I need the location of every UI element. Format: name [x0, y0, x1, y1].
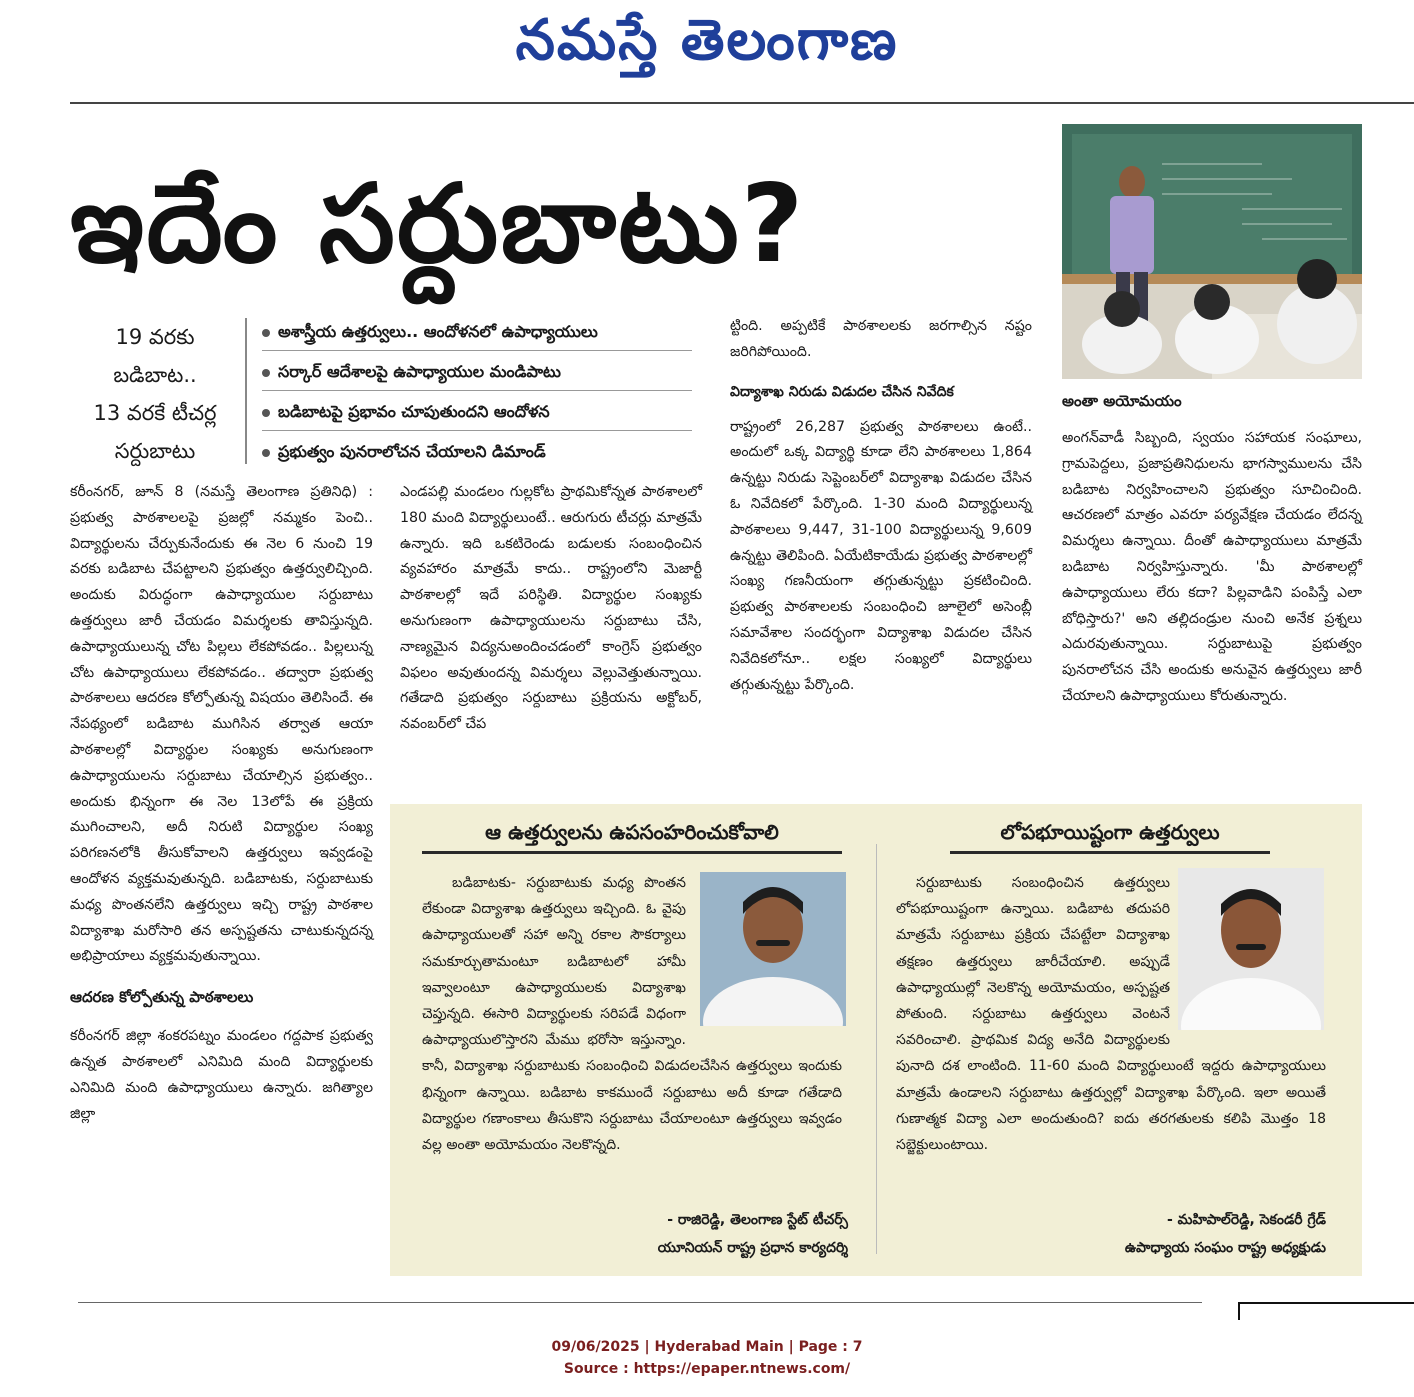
- kicker: [70, 318, 240, 470]
- kicker-line: బడిబాట..: [113, 363, 197, 387]
- opinion-box: [390, 804, 1362, 1276]
- opinion-left-signature: [422, 1206, 848, 1262]
- masthead-logo: నమస్తే తెలంగాణ: [515, 8, 899, 73]
- footer-edition: 09/06/2025 | Hyderabad Main | Page : 7: [551, 1339, 863, 1355]
- signature-name: - రాజిరెడ్డి, తెలంగాణ స్టేట్‌ టీచర్స్‌: [667, 1212, 848, 1228]
- opinion-divider: [876, 844, 877, 1254]
- adjacent-article-edge: [1396, 300, 1414, 1300]
- photo-caption: అంతా అయోమయం: [1062, 392, 1182, 410]
- signature-title: యూనియన్‌ రాష్ట్ర ప్రధాన కార్యదర్శి: [657, 1240, 848, 1256]
- opinion-right-body: సర్దుబాటుకు సంబంధించిన ఉత్తర్వులు లోపభూయిష్టంగా ఉన్నాయి. బడిబాట తదుపరి మాత్రమే సర్దుబాటు ప్రక్రియ చేపట్టేలా విద్యాశాఖ తక్షణం ఉత్తర్వులు జారీచేయాలి. అప్పుడే ఉపాధ్యాయుల్లో నెలకొన్న అయోమయం, అస్పష్టత పోతుంది. సర్దుబాటు ఉత్తర్వులు వెంటనే సవరించాలి. ప్రాథమిక విద్య అనేది విద్యార్థులకు పునాది దశ లాంటింది. 11-60 మంది విద్యార్థులుంటే ఇద్దరు ఉపాధ్యాయులు మాత్రమే ఉండాలని సర్దుబాటు ఉత్తర్వుల్లో విద్యాశాఖ పేర్కొంది. ఇలా అయితే గుణాత్మక విద్యా ఎలా అందుతుంది? ఐదు తరగతులకు కలిపి మొత్తం 18 సబ్జెక్టులుంటాయి.: [896, 875, 1326, 1154]
- kicker-line: 13 వరకే టీచర్ల: [93, 401, 217, 425]
- opinion-right-signature: [896, 1206, 1326, 1262]
- masthead-rule: [70, 102, 1414, 104]
- opinion-right-text: [896, 870, 1326, 1158]
- signature-title: ఉపాధ్యాయ సంఘం రాష్ట్ర అధ్యక్షుడు: [1124, 1240, 1326, 1256]
- heading-underline: [950, 851, 1270, 854]
- bullet-icon: [262, 329, 270, 337]
- bullet-text: అశాస్త్రీయ ఉత్తర్వులు.. ఆందోళనలో ఉపాధ్యాయులు: [278, 322, 598, 341]
- article-column-1: [70, 480, 373, 1127]
- bullet-icon: [262, 409, 270, 417]
- page-footer: [0, 1336, 1414, 1380]
- bullet-text: బడిబాటపై ప్రభావం చూపుతుందని ఆందోళన: [278, 402, 550, 421]
- classroom-photo-image: [1062, 124, 1362, 379]
- highlight-bullets: [262, 318, 692, 477]
- article-column-3: [730, 314, 1032, 698]
- article-column-4: [1062, 426, 1362, 710]
- opinion-left: [422, 820, 842, 854]
- bottom-rule: [78, 1302, 1202, 1303]
- bullet-item: [262, 318, 692, 351]
- kicker-divider: [245, 318, 247, 464]
- bullet-text: సర్కార్‌ ఆదేశాలపై ఉపాధ్యాయుల మండిపాటు: [278, 362, 561, 381]
- opinion-right: [950, 820, 1270, 854]
- portrait-spacer: [1170, 870, 1326, 1035]
- kicker-line: సర్దుబాటు: [114, 439, 196, 463]
- bullet-item: [262, 398, 692, 431]
- article-paragraph: ఎండపల్లి మండలం గుల్లకోట ప్రాథమికోన్నత పాఠశాలలో 180 మంది విద్యార్థులుంటే.. ఆరుగురు టీచర్లు మాత్రమే ఉన్నారు. ఇది ఒకటిరెండు బడులకు సంబంధించిన వ్యవహారం మాత్రమే కాదు.. రాష్ట్రంలోని మెజార్టీ పాఠశాలల్లో ఇదే పరిస్థితి. విద్యార్థుల సంఖ్యకు అనుగుణంగా ఉపాధ్యాయులను సర్దుబాటు చేసి, నాణ్యమైన విద్యనుఅందించడంలో కాంగ్రెస్‌ ప్రభుత్వం విఫలం అవుతుందన్న విమర్శలు వెల్లువెత్తుతున్నాయి. గతేడాది ప్రభుత్వం సర్దుబాటు ప్రక్రియను అక్టోబర్‌, నవంబర్‌లో చేప: [400, 484, 702, 733]
- article-paragraph: కరీంనగర్‌, జూన్‌ 8 (నమస్తే తెలంగాణ ప్రతినిధి) : ప్రభుత్వ పాఠశాలలపై ప్రజల్లో నమ్మకం పెంచి.. విద్యార్థులను చేర్పుకునేందుకు ఈ నెల 6 నుంచి 19 వరకు బడిబాట చేపట్టాలని ప్రభుత్వం ఉత్తర్వులిచ్చింది. అందుకు విరుద్ధంగా ఉపాధ్యాయుల సర్దుబాటు ఉత్తర్వులు జారీ చేయడం విమర్శలకు తావిస్తున్నది. ఉపాధ్యాయులున్న చోట పిల్లలు లేకపోవడం.. పిల్లలున్న చోట ఉపాధ్యాయులు లేకపోవడం.. తద్వారా ప్రభుత్వ పాఠశాలలు ఆదరణ కోల్పోతున్న విషయం తెలిసిందే. ఈ నేపథ్యంలో బడిబాట ముగిసిన తర్వాత ఆయా పాఠశాలల్లో విద్యార్థుల సంఖ్యకు అనుగుణంగా ఉపాధ్యాయులను సర్దుబాటు చేయాల్సిన ప్రభుత్వం.. అందుకు భిన్నంగా ఈ నెల 13లోపే ఈ ప్రక్రియ ముగించాలని, అదీ నిరుటి విద్యార్థుల సంఖ్య పరిగణనలోకి తీసుకోవాలని ఉత్తర్వులు ఇవ్వడంపై ఆందోళన వ్యక్తమవుతున్నది. బడిబాటకు, సర్దుబాటుకు మధ్య పొంతనలేని ఉత్తర్వులు ఇచ్చి రాష్ట్ర పాఠశాల విద్యాశాఖ మరోసారి తన అస్పష్టతను చాటుకున్నదన్న అభిప్రాయాలు వ్యక్తమవుతున్నాయి.: [70, 484, 373, 965]
- bullet-icon: [262, 369, 270, 377]
- classroom-photo: [1062, 124, 1362, 379]
- kicker-line: 19 వరకు: [115, 325, 195, 349]
- opinion-heading: ఆ ఉత్తర్వులను ఉపసంహరించుకోవాలి: [485, 820, 779, 844]
- bullet-icon: [262, 449, 270, 457]
- portrait-spacer: [686, 870, 842, 1030]
- heading-underline: [422, 851, 842, 854]
- column-subhead: ఆదరణ కోల్పోతున్న పాఠశాలలు: [70, 988, 254, 1007]
- headline: ఇదేం సర్దుబాటు?: [70, 162, 806, 287]
- bullet-item: [262, 438, 692, 470]
- article-paragraph: రాష్ట్రంలో 26,287 ప్రభుత్వ పాఠశాలలు ఉంటే.. అందులో ఒక్క విద్యార్థి కూడా లేని పాఠశాలలు 1,864 ఉన్నట్టు నిరుడు సెప్టెంబర్‌లో విద్యాశాఖ విడుదల చేసిన ఓ నివేదికలో పేర్కొంది. 1-30 మంది విద్యార్థులున్న పాఠశాలలు 9,447, 31-100 విద్యార్థులున్న 9,609 ఉన్నట్టు తెలిపింది. ఏయేటికాయేడు ప్రభుత్వ పాఠశాలల్లో సంఖ్య గణనీయంగా తగ్గుతున్నట్టు ప్రకటించింది. ప్రభుత్వ పాఠశాలలకు సంబంధించి జూలైలో అసెంబ్లీ సమావేశాల సందర్భంగా విద్యాశాఖ విడుదల చేసిన నివేదికలోనూ.. లక్షల సంఖ్యలో విద్యార్థులు తగ్గుతున్నట్టు పేర్కొంది.: [730, 418, 1032, 693]
- opinion-left-text: [422, 870, 842, 1158]
- article-paragraph: కరీంనగర్‌ జిల్లా శంకరపట్నం మండలం గద్దపాక ప్రభుత్వ ఉన్నత పాఠశాలలో ఎనిమిది మంది విద్యార్థులకు ఎనిమిది మంది ఉపాధ్యాయులు ఉన్నారు. జగిత్యాల జిల్లా: [70, 1028, 373, 1122]
- bullet-text: ప్రభుత్వం పునరాలోచన చేయాలని డిమాండ్‌: [278, 442, 546, 461]
- opinion-left-body: బడిబాటకు- సర్దుబాటుకు మధ్య పొంతన లేకుండా విద్యాశాఖ ఉత్తర్వులు ఇచ్చింది. ఓ వైపు ఉపాధ్యాయులతో సహా అన్ని రకాల సౌకర్యాలు సమకూర్చుతామంటూ బడిబాటలో హామీ ఇవ్వాలంటూ ఉపాధ్యాయులకు విద్యాశాఖ చెప్తున్నది. ఈసారి విద్యార్థులకు సరిపడే విధంగా ఉపాధ్యాయులొస్తారని మేము భరోసా ఇస్తున్నాం. కానీ, విద్యాశాఖ సర్దుబాటుకు సంబంధించి విడుదలచేసిన ఉత్తర్వులు ఇందుకు భిన్నంగా ఉన్నాయి. బడిబాట కాకముందే సర్దుబాటు అదీ కూడా గతేడాది విద్యార్థుల గణాంకాలు తీసుకొని సర్దుబాటు చేయాలంటూ ఉత్తర్వులు ఇవ్వడం వల్ల అంతా అయోమయం నెలకొన్నది.: [422, 875, 842, 1154]
- article-paragraph: అంగన్‌వాడీ సిబ్బంది, స్వయం సహాయక సంఘాలు, గ్రామపెద్దలు, ప్రజాప్రతినిధులను భాగస్వాములను చేసి బడిబాట నిర్వహించాలని ప్రభుత్వం సూచించింది. ఆచరణలో మాత్రం ఎవరూ పర్యవేక్షణ చేయడం లేదన్న విమర్శలు ఉన్నాయి. దీంతో ఉపాధ్యాయులు మాత్రమే బడిబాట నిర్వహిస్తున్నారు. 'మీ పాఠశాలల్లో ఉపాధ్యాయులు లేరు కదా? పిల్లవాడిని పంపిస్తే ఎలా బోధిస్తారు?' అని తల్లిదండ్రుల నుంచి అనేక ప్రశ్నలు ఎదురవుతున్నాయి. సర్దుబాటుపై ప్రభుత్వం పునరాలోచన చేసి అందుకు అనువైన ఉత్తర్వులు జారీ చేయాలని ఉపాధ్యాయులు కోరుతున్నారు.: [1062, 430, 1362, 704]
- bullet-item: [262, 358, 692, 391]
- footer-source: Source : https://epaper.ntnews.com/: [563, 1361, 851, 1377]
- adjacent-box-edge: [1238, 1302, 1414, 1320]
- article-column-2: [400, 480, 702, 738]
- opinion-heading: లోపభూయిష్టంగా ఉత్తర్వులు: [1000, 820, 1220, 844]
- column-subhead: విద్యాశాఖ నిరుడు విడుదల చేసిన నివేదిక: [730, 383, 954, 400]
- signature-name: - మహిపాల్‌రెడ్డి, సెకండరీ గ్రేడ్‌: [1166, 1212, 1326, 1228]
- article-paragraph: ట్టింది. అప్పటికే పాఠశాలలకు జరగాల్సిన నష్టం జరిగిపోయింది.: [730, 318, 1032, 360]
